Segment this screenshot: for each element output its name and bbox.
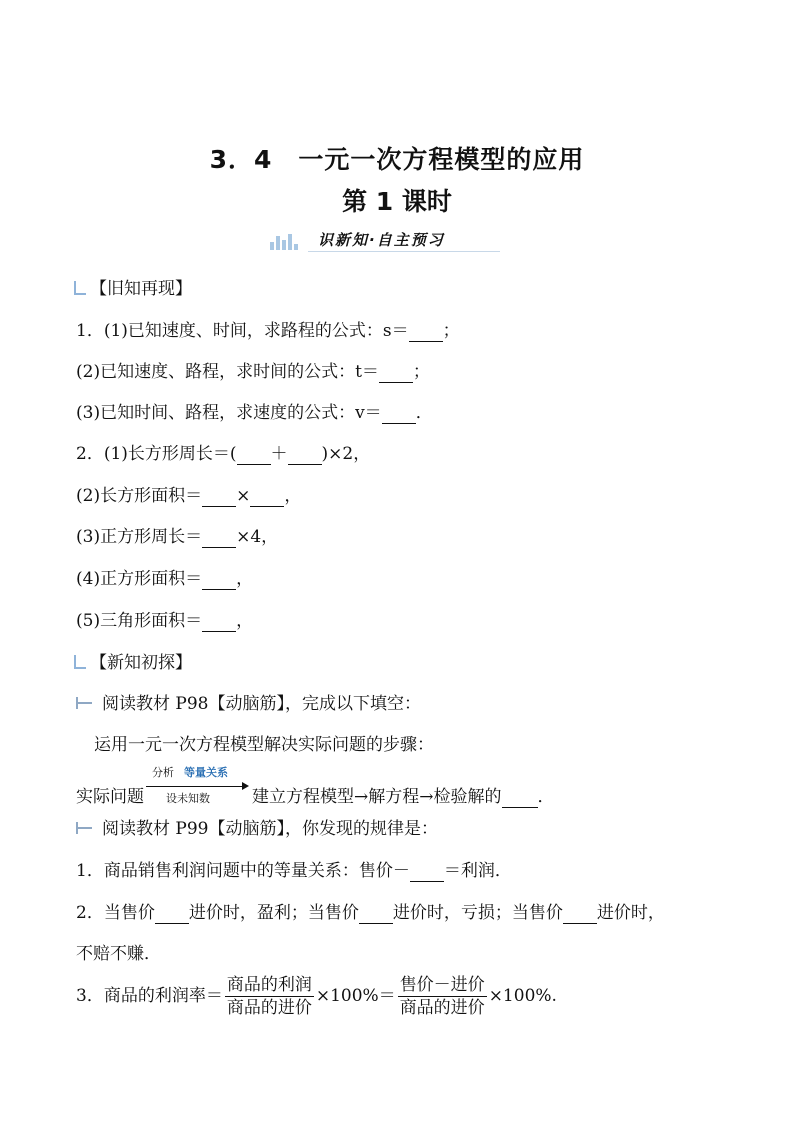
answer-blank[interactable] [410, 861, 444, 882]
banner-label: 识新知·自主预习 [318, 231, 445, 249]
question-text: ， [236, 611, 254, 631]
question-2-3 [76, 522, 278, 548]
law-text: 进价时， [596, 903, 665, 923]
question-text: ×4， [236, 527, 279, 547]
question-text: ＋ [270, 444, 288, 464]
question-text: ； [442, 321, 460, 341]
fraction-price-diff [398, 974, 487, 1019]
question-1-1 [76, 316, 460, 342]
instruction-text: 阅读教材 P99【动脑筋】 [102, 819, 285, 839]
fraction-denominator: 商品的进价 [399, 998, 485, 1018]
instruction-text: ，完成以下填空： [284, 694, 421, 714]
section-heading-old [74, 274, 192, 299]
section-marker-icon [74, 655, 86, 669]
section-heading-new [74, 648, 192, 673]
solution-flow [76, 766, 555, 808]
answer-blank[interactable] [202, 486, 236, 507]
arrow-head-icon [242, 782, 249, 790]
reading-instruction-2 [76, 814, 438, 839]
question-text: 1．(1)已知速度、时间，求路程的公式：s＝ [76, 321, 409, 341]
answer-blank[interactable] [359, 903, 393, 924]
flow-start: 实际问题 [76, 787, 144, 807]
law-1 [76, 856, 512, 882]
section-heading-text: 【新知初探】 [90, 653, 192, 673]
answer-blank[interactable] [382, 403, 416, 424]
law-text: ＝利润． [443, 861, 512, 881]
fraction-denominator: 商品的进价 [226, 998, 312, 1018]
lesson-subtitle: 第 1 课时 [342, 187, 452, 216]
law-text: 2．当售价 [76, 903, 155, 923]
banner-bars-icon [268, 232, 308, 250]
arrow-shaft [146, 786, 244, 787]
law-3 [76, 974, 557, 1019]
steps-intro: 运用一元一次方程模型解决实际问题的步骤： [94, 735, 434, 755]
question-text: (3)已知时间、路程，求速度的公式：v＝ [76, 403, 382, 423]
arrow-label-unknown: 设未知数 [166, 792, 210, 805]
question-text: ， [284, 486, 302, 506]
question-2-2 [76, 481, 301, 507]
banner-line [308, 251, 500, 252]
question-2-1 [76, 439, 370, 465]
question-text: × [236, 486, 251, 506]
analysis-arrow [146, 766, 250, 808]
question-text: ． [415, 403, 433, 423]
question-1-3 [76, 398, 433, 424]
answer-blank[interactable] [502, 787, 538, 808]
law-2-continued: 不赔不赚． [76, 944, 161, 964]
question-text: ， [236, 569, 254, 589]
law-text: 进价时，亏损；当售价 [392, 903, 563, 923]
fraction-numerator: 商品的利润 [226, 975, 312, 995]
question-text: )×2， [321, 444, 371, 464]
reading-instruction-1 [76, 689, 421, 714]
answer-blank[interactable] [379, 362, 413, 383]
answer-blank[interactable] [237, 444, 271, 465]
question-text: 2．(1)长方形周长＝( [76, 444, 237, 464]
instruction-text: ，你发现的规律是： [284, 819, 438, 839]
answer-blank[interactable] [409, 321, 443, 342]
answer-blank[interactable] [202, 611, 236, 632]
question-2-4 [76, 564, 253, 590]
law-2 [76, 898, 665, 924]
fraction-numerator: 售价－进价 [399, 975, 485, 995]
question-2-5 [76, 606, 253, 632]
law-text: 1．商品销售利润问题中的等量关系：售价－ [76, 861, 410, 881]
section-heading-text: 【旧知再现】 [90, 279, 192, 299]
law-text: ×100%. [488, 986, 557, 1006]
law-text: ×100%＝ [315, 986, 396, 1006]
reading-marker-icon [76, 822, 92, 834]
question-text: (2)长方形面积＝ [76, 486, 203, 506]
question-text: (2)已知速度、路程，求时间的公式：t＝ [76, 362, 379, 382]
answer-blank[interactable] [563, 903, 597, 924]
reading-marker-icon [76, 697, 92, 709]
law-text: 进价时，盈利；当售价 [188, 903, 359, 923]
answer-blank[interactable] [202, 527, 236, 548]
arrow-label-analyze: 分析 [152, 766, 174, 779]
flow-rest: 建立方程模型→解方程→检验解的 [252, 787, 502, 807]
answer-blank[interactable] [202, 569, 236, 590]
question-1-2 [76, 357, 430, 383]
section-banner [268, 228, 500, 252]
question-text: (3)正方形周长＝ [76, 527, 203, 547]
answer-blank[interactable] [288, 444, 322, 465]
arrow-label-equality: 等量关系 [184, 766, 228, 779]
question-text: (4)正方形面积＝ [76, 569, 203, 589]
flow-end: ． [537, 787, 555, 807]
page-title: 3．4 一元一次方程模型的应用 [209, 145, 585, 174]
question-text: ； [412, 362, 430, 382]
law-text: 3．商品的利润率＝ [76, 986, 223, 1006]
section-marker-icon [74, 281, 86, 295]
question-text: (5)三角形面积＝ [76, 611, 203, 631]
instruction-text: 阅读教材 P98【动脑筋】 [102, 694, 285, 714]
answer-blank[interactable] [155, 903, 189, 924]
fraction-profit-rate [225, 974, 314, 1019]
answer-blank[interactable] [250, 486, 284, 507]
